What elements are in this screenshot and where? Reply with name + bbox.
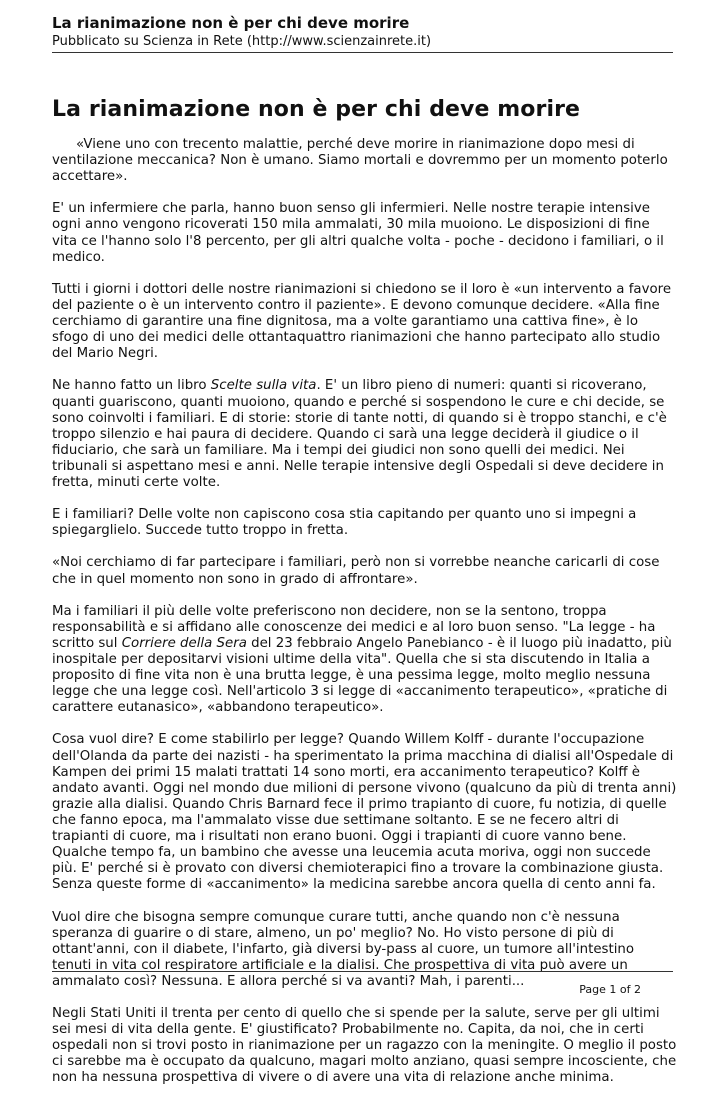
paragraph <box>52 910 677 990</box>
paragraph <box>52 604 677 717</box>
paragraph-text: «Viene uno con trecento malattie, perché deve morire in rianimazione dopo mesi di ventilazione meccanica? Non è umano. Siamo mortali e dovremmo per un momento poterlo accettare». <box>52 137 668 185</box>
paragraph <box>52 555 677 587</box>
italic-title: Scelte sulla vita <box>210 378 317 394</box>
paragraph-text: E i familiari? Delle volte non capiscono cosa stia capitando per quanto uno si impegni a spiegarglielo. Succede tutto troppo in fretta. <box>52 507 637 539</box>
document-header <box>52 14 672 51</box>
article-body <box>52 137 677 1103</box>
paragraph-text: . E' un libro pieno di numeri: quanti si ricoverano, quanti guariscono, quanti muoiono, quando e perché si sospendono le cure e chi decide, se sono coinvolti i familiari. E di storie: storie di tante notti, di quando si è troppo stanchi, e c'è troppo silenzio e hai paura di decidere. Quando ci sarà una legge deciderà il giudice o il fiduciario, che sarà un familiare. Ma i tempi dei giudici non sono quelli dei medici. Nei tribunali si aspettano mesi e anni. Nelle terapie intensive degli Ospedali si deve decidere in fretta, minuti certe volte. <box>52 378 667 490</box>
page-number: Page 1 of 2 <box>579 983 641 996</box>
footer-divider <box>52 971 673 972</box>
paragraph <box>52 137 677 185</box>
paragraph-text: Ma i familiari il più delle volte preferiscono non decidere, non se la sentono, troppa responsabilità e si affidano alle conoscenze dei medici e al loro buon senso. "La legge - ha scritto sul <box>52 603 656 651</box>
paragraph <box>52 1006 677 1086</box>
paragraph-text: Negli Stati Uniti il trenta per cento di quello che si spende per la salute, serve per gli ultimi sei mesi di vita della gente. E' giustificato? Probabilmente no. Capita, da noi, che in certi ospedali non si trovi posto in rianimazione per un ragazzo con la meningite. O meglio il posto ci sarebbe ma è occupato da qualcuno, magari molto anziano, quasi sempre incosciente, che non ha nessuna prospettiva di vivere o di avere una vita di relazione anche minima. <box>52 1006 677 1086</box>
paragraph <box>52 507 677 539</box>
header-divider <box>52 52 673 53</box>
paragraph-text: Tutti i giorni i dottori delle nostre rianimazioni si chiedono se il loro è «un intervento a favore del paziente o è un intervento contro il paziente». E devono comunque decidere. «Alla fine cerchiamo di garantire una fine dignitosa, ma a volte garantiamo una cattiva fine», è lo sfogo di uno dei medici delle ottantaquattro rianimazioni che hanno partecipato allo studio del Mario Negri. <box>52 281 672 362</box>
paragraph-text: Cosa vuol dire? E come stabilirlo per legge? Quando Willem Kolff - durante l'occupazione dell'Olanda da parte dei nazisti - ha sperimentato la prima macchina di dialisi all'Ospedale di Kampen dei primi 15 malati trattati 14 sono morti, era accanimento terapeutico? Kolff è andato avanti. Oggi nel mondo due milioni di persone vivono (qualcuno da più di trenta anni) grazie alla dialisi. Quando Chris Barnard fece il primo trapianto di cuore, fu notizia, di quelle che fanno epoca, ma l'ammalato visse due settimane soltanto. E se ne fecero altri di trapianti di cuore, ma i risultati non erano buoni. Oggi i trapianti di cuore vanno bene. Qualche tempo fa, un bambino che avesse una leucemia acuta moriva, oggi non succede più. E' perché si è provato con diversi chemioterapici fino a trovare la combinazione giusta. Senza queste forme di «accanimento» la medicina sarebbe ancora quella di cento anni fa. <box>52 732 677 893</box>
paragraph <box>52 201 677 265</box>
paragraph-text: «Noi cerchiamo di far partecipare i familiari, però non si vorrebbe neanche caricarli di cose che in quel momento non sono in grado di affrontare». <box>52 555 660 587</box>
paragraph-text: del 23 febbraio Angelo Panebianco - è il luogo più inadatto, più inospitale per depositarvi visioni ultime della vita". Quella che si sta discutendo in Italia a proposito di fine vita non è una brutta legge, è una pessima legge, molto meglio nessuna legge che una legge così. Nell'articolo 3 si legge di «accanimento terapeutico», «pratiche di carattere eutanasico», «abbandono terapeutico». <box>52 635 672 716</box>
paragraph <box>52 732 677 893</box>
paragraph <box>52 378 677 491</box>
paragraph-text: Vuol dire che bisogna sempre comunque curare tutti, anche quando non c'è nessuna speranza di guarire o di stare, almeno, un po' meglio? No. Ho visto persone di più di ottant'anni, con il diabete, l'infarto, già diversi by-pass al cuore, un tumore all'intestino tenuti in vita col respiratore artificiale e la dialisi. Che prospettiva di vita può avere un ammalato così? Nessuna. E allora perché si va avanti? Mah, i parenti... <box>52 909 635 989</box>
italic-title: Corriere della Sera <box>121 635 247 651</box>
header-title: La rianimazione non è per chi deve morire <box>52 14 410 32</box>
paragraph-text: E' un infermiere che parla, hanno buon senso gli infermieri. Nelle nostre terapie intensive ogni anno vengono ricoverati 150 mila ammalati, 30 mila muoiono. Le disposizioni di fine vita ce l'hanno solo l'8 percento, per gli altri qualche volta - poche - decidono i familiari, o il medico. <box>52 201 664 265</box>
header-publisher: Pubblicato su Scienza in Rete (http://www.scienzainrete.it) <box>52 34 432 49</box>
paragraph <box>52 282 677 362</box>
article-title: La rianimazione non è per chi deve morire <box>52 97 581 122</box>
paragraph-text: Ne hanno fatto un libro <box>52 378 211 394</box>
